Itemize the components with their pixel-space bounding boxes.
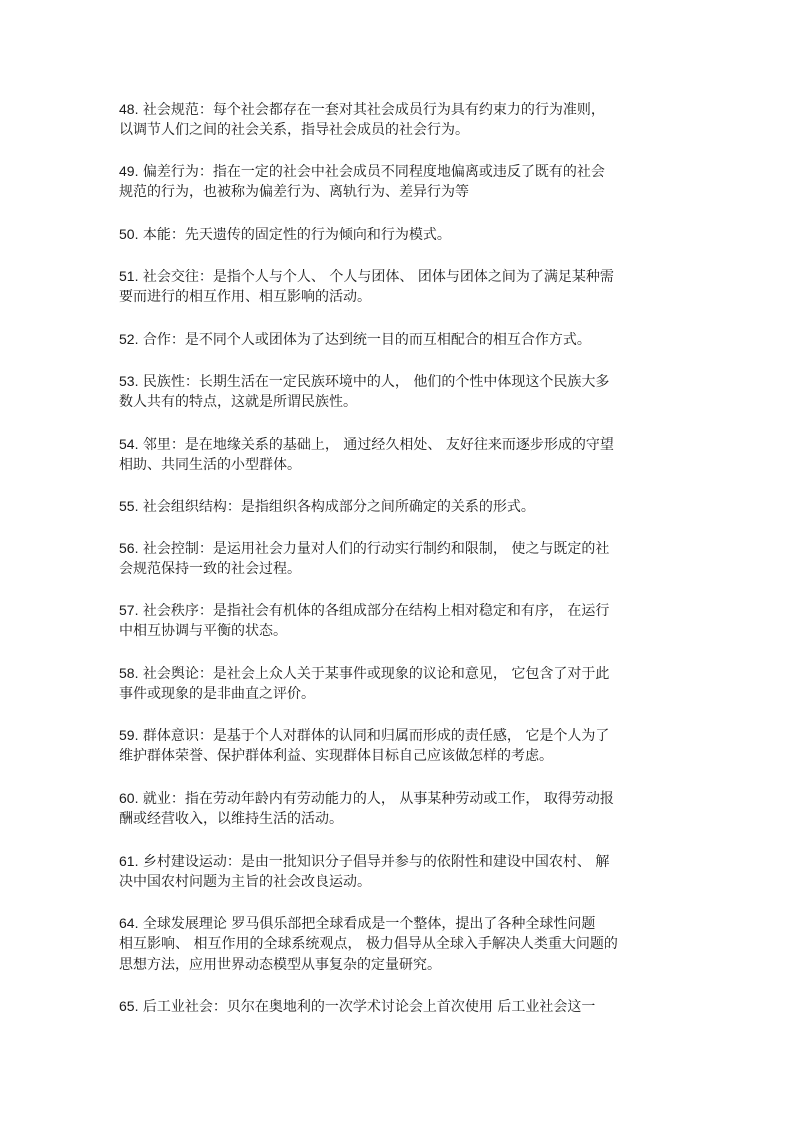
entry-number: 53. [119, 373, 139, 389]
entry-line [119, 224, 679, 245]
entry-text: 事件或现象的是非曲直之评价。 [119, 686, 315, 702]
entry-line [119, 913, 679, 934]
entry-text: 全球发展理论 罗马俱乐部把全球看成是一个整体，提出了各种全球性问题 [142, 916, 596, 932]
entry-line [119, 434, 679, 455]
entry-text: 相互影响、 相互作用的全球系统观点， 极力倡导从全球入手解决人类重大问题的 [119, 936, 618, 952]
entry-line [119, 287, 679, 308]
entry-line [119, 120, 679, 141]
entry-text: 规范的行为，也被称为偏差行为、离轨行为、差异行为等 [119, 184, 469, 200]
definition-entry [119, 600, 679, 642]
entry-line [119, 684, 679, 705]
entry-number: 61. [119, 853, 139, 869]
entry-line [119, 809, 679, 830]
entry-line [119, 182, 679, 203]
entry-number: 57. [119, 602, 139, 618]
definition-entry [119, 496, 679, 517]
entry-text: 社会规范：每个社会都存在一套对其社会成员行为具有约束力的行为准则， [142, 102, 605, 118]
definition-entry [119, 538, 679, 580]
entry-line [119, 955, 679, 976]
definition-entry [119, 851, 679, 893]
definition-entry [119, 663, 679, 705]
entry-line [119, 161, 679, 182]
entry-text: 乡村建设运动：是由一批知识分子倡导并参与的依附性和建设中国农村、 解 [142, 854, 610, 870]
entry-number: 65. [119, 998, 139, 1014]
entry-number: 51. [119, 268, 139, 284]
entry-number: 49. [119, 163, 139, 179]
definition-entry [119, 434, 679, 476]
entry-line [119, 266, 679, 287]
entry-text: 相助、共同生活的小型群体。 [119, 457, 301, 473]
entry-line [119, 621, 679, 642]
entry-line [119, 329, 679, 350]
definition-entry [119, 913, 679, 976]
entry-text: 社会控制：是运用社会力量对人们的行动实行制约和限制， 使之与既定的社 [142, 541, 610, 557]
definition-entry [119, 224, 679, 245]
entry-number: 58. [119, 665, 139, 681]
definition-entry [119, 266, 679, 308]
entry-text: 以调节人们之间的社会关系，指导社会成员的社会行为。 [119, 122, 469, 138]
entry-number: 64. [119, 915, 139, 931]
entry-number: 50. [119, 226, 139, 242]
entry-text: 会规范保持一致的社会过程。 [119, 561, 301, 577]
entry-line [119, 746, 679, 767]
entry-number: 55. [119, 498, 139, 514]
entry-line [119, 496, 679, 517]
entry-line [119, 455, 679, 476]
entry-text: 社会交往：是指个人与个人、 个人与团体、 团体与团体之间为了满足某种需 [142, 269, 614, 285]
entry-text: 决中国农村问题为主旨的社会改良运动。 [119, 874, 371, 890]
definition-entry [119, 725, 679, 767]
entry-text: 思想方法，应用世界动态模型从事复杂的定量研究。 [119, 957, 441, 973]
entry-line [119, 559, 679, 580]
entry-text: 中相互协调与平衡的状态。 [119, 623, 287, 639]
entry-text: 社会秩序：是指社会有机体的各组成部分在结构上相对稳定和有序， 在运行 [142, 603, 610, 619]
entry-text: 民族性：长期生活在一定民族环境中的人， 他们的个性中体现这个民族大多 [142, 374, 610, 390]
entry-line [119, 934, 679, 955]
entry-text: 社会组织结构：是指组织各构成部分之间所确定的关系的形式。 [142, 499, 535, 515]
entry-line [119, 725, 679, 746]
entry-line [119, 538, 679, 559]
entry-text: 数人共有的特点，这就是所谓民族性。 [119, 394, 357, 410]
entry-line [119, 371, 679, 392]
entry-line [119, 788, 679, 809]
entry-text: 本能：先天遗传的固定性的行为倾向和行为模式。 [142, 227, 451, 243]
entry-text: 邻里：是在地缘关系的基础上， 通过经久相处、 友好往来而逐步形成的守望 [142, 437, 614, 453]
entry-number: 56. [119, 540, 139, 556]
definition-entry [119, 371, 679, 413]
entry-line [119, 392, 679, 413]
entry-text: 偏差行为：指在一定的社会中社会成员不同程度地偏离或违反了既有的社会 [142, 164, 605, 180]
definition-entry [119, 161, 679, 203]
entry-number: 54. [119, 436, 139, 452]
entry-number: 59. [119, 727, 139, 743]
entry-line [119, 851, 679, 872]
entry-text: 群体意识：是基于个人对群体的认同和归属而形成的责任感， 它是个人为了 [142, 728, 610, 744]
definition-entry [119, 996, 679, 1017]
definition-entry [119, 99, 679, 141]
definition-entry [119, 788, 679, 830]
definition-entry [119, 329, 679, 350]
entry-text: 酬或经营收入，以维持生活的活动。 [119, 811, 343, 827]
entry-text: 后工业社会：贝尔在奥地利的一次学术讨论会上首次使用 后工业社会这一 [142, 999, 596, 1015]
entry-line [119, 996, 679, 1017]
entry-line [119, 872, 679, 893]
entry-text: 要而进行的相互作用、相互影响的活动。 [119, 289, 371, 305]
entry-number: 60. [119, 790, 139, 806]
entry-text: 就业：指在劳动年龄内有劳动能力的人， 从事某种劳动或工作， 取得劳动报 [142, 791, 614, 807]
entry-line [119, 600, 679, 621]
entry-line [119, 663, 679, 684]
entry-number: 48. [119, 101, 139, 117]
entry-number: 52. [119, 331, 139, 347]
entry-text: 合作：是不同个人或团体为了达到统一目的而互相配合的相互合作方式。 [142, 332, 591, 348]
entry-text: 维护群体荣誉、保护群体利益、实现群体目标自己应该做怎样的考虑。 [119, 748, 553, 764]
entry-text: 社会舆论：是社会上众人关于某事件或现象的议论和意见， 它包含了对于此 [142, 666, 610, 682]
entry-line [119, 99, 679, 120]
